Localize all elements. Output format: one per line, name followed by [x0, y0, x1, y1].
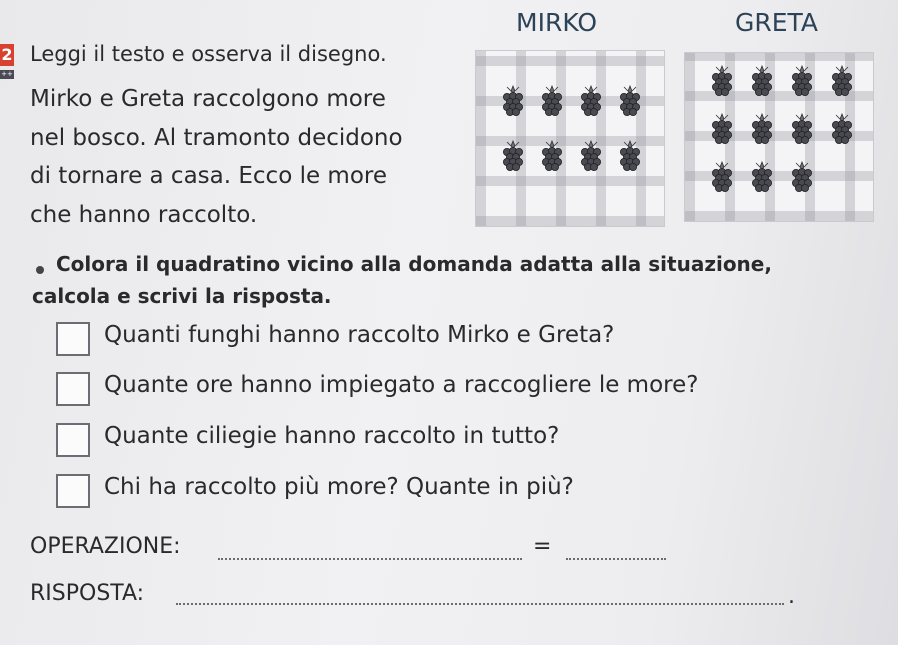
bullet-icon [36, 266, 44, 274]
exercise-number: 2 [1, 45, 13, 64]
blackberry-icon [747, 65, 777, 103]
blackberry-icon [498, 140, 528, 178]
greta-cloth-illustration [684, 52, 874, 222]
blackberry-icon [537, 140, 567, 178]
blackberry-icon [615, 140, 645, 178]
blackberry-icon [537, 85, 567, 123]
question-checkbox[interactable] [56, 322, 90, 356]
difficulty-badge: ++ [1, 70, 13, 78]
blackberry-icon [827, 113, 857, 151]
operazione-label: OPERAZIONE: [30, 534, 181, 559]
task-line: calcola e scrivi la risposta. [32, 284, 332, 308]
blackberry-icon [707, 65, 737, 103]
operazione-input-line[interactable] [218, 558, 522, 560]
blackberry-icon [787, 161, 817, 199]
question-text: Quante ciliegie hanno raccolto in tutto? [104, 423, 560, 449]
risposta-end-dot: . [788, 584, 795, 609]
instruction-text: Leggi il testo e osserva il disegno. [30, 42, 387, 66]
blackberry-icon [787, 113, 817, 151]
question-checkbox[interactable] [56, 474, 90, 508]
equals-sign: = [533, 534, 552, 559]
question-checkbox[interactable] [56, 372, 90, 406]
task-line: Colora il quadratino vicino alla domanda adatta alla situazione, [56, 252, 772, 276]
blackberry-icon [707, 113, 737, 151]
blackberry-icon [576, 140, 606, 178]
blackberry-icon [707, 161, 737, 199]
question-text: Chi ha raccolto più more? Quante in più? [104, 474, 574, 500]
label-mirko: MIRKO [516, 8, 598, 37]
risposta-input-line[interactable] [176, 603, 784, 605]
blackberry-icon [498, 85, 528, 123]
result-input-line[interactable] [566, 558, 666, 560]
blackberry-icon [747, 161, 777, 199]
question-checkbox[interactable] [56, 423, 90, 457]
blackberry-icon [615, 85, 645, 123]
blackberry-icon [576, 85, 606, 123]
question-text: Quante ore hanno impiegato a raccogliere le more? [104, 372, 699, 398]
label-greta: GRETA [735, 8, 818, 37]
blackberry-icon [747, 113, 777, 151]
risposta-label: RISPOSTA: [30, 581, 145, 606]
story-line: di tornare a casa. Ecco le more [30, 163, 388, 189]
blackberry-icon [827, 65, 857, 103]
story-line: che hanno raccolto. [30, 201, 258, 228]
story-line: nel bosco. Al tramonto decidono [30, 124, 403, 151]
mirko-cloth-illustration [475, 50, 665, 227]
blackberry-icon [787, 65, 817, 103]
question-text: Quanti funghi hanno raccolto Mirko e Greta? [104, 322, 615, 348]
task-instruction [32, 248, 856, 312]
story-line: Mirko e Greta raccolgono more [30, 86, 386, 112]
story-text [30, 80, 450, 234]
